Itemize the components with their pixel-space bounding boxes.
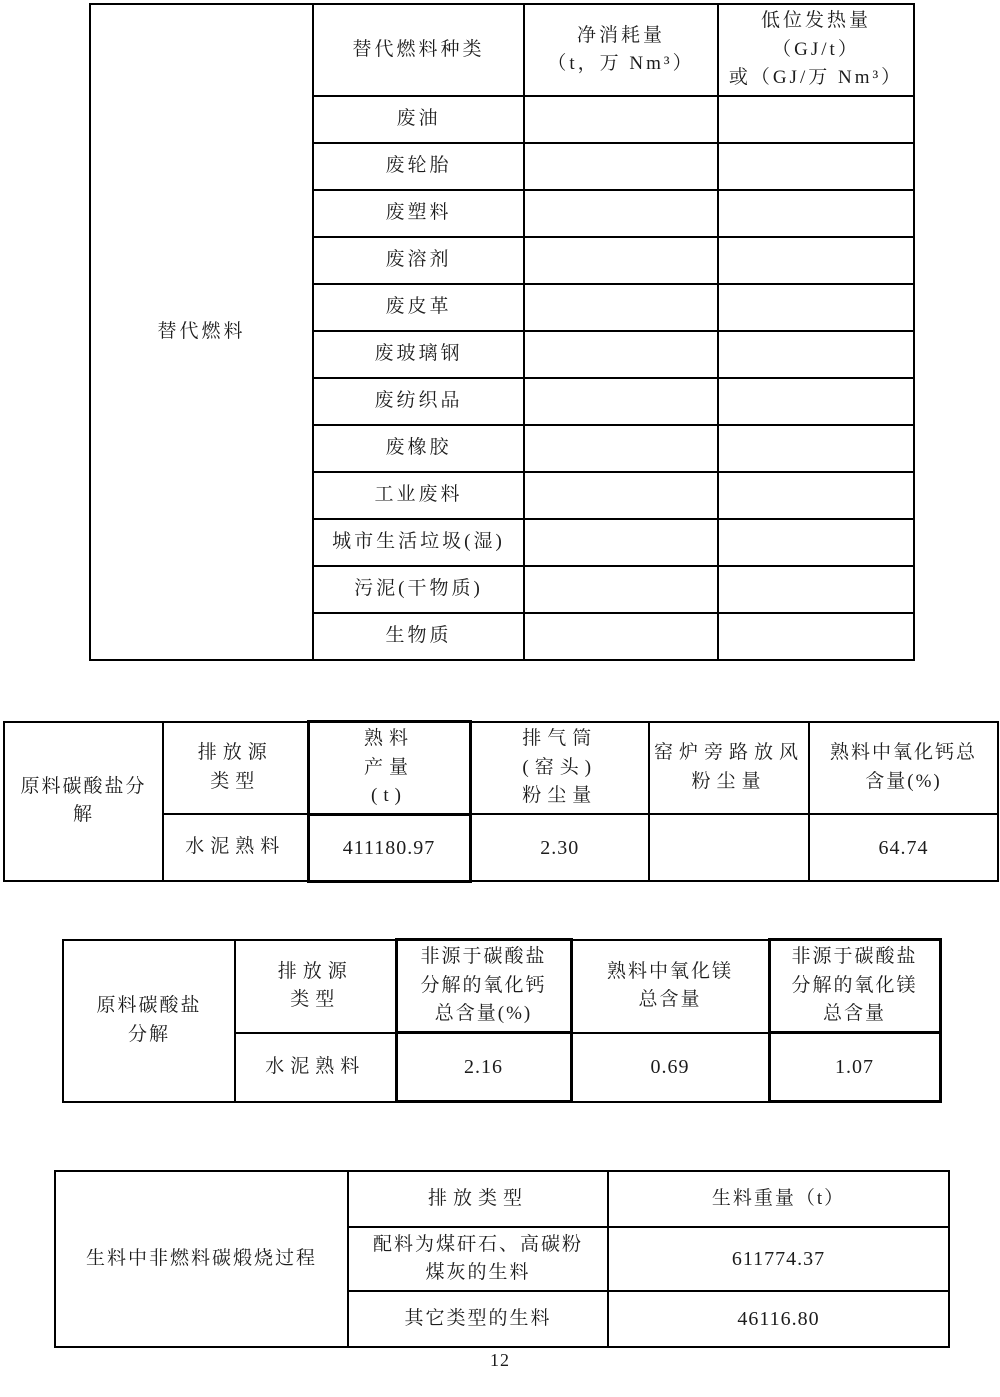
header-line: 分解的氧化镁 — [791, 974, 918, 996]
bypass-dust-value — [649, 814, 809, 881]
header-line: 低位发热量 — [760, 10, 871, 32]
header-line: 非源于碳酸盐 — [791, 946, 918, 968]
empty-heating-cell — [718, 284, 914, 331]
group-label-line: 原料碳酸盐分 — [20, 775, 147, 797]
cell-line: 配料为煤矸石、高碳粉 — [372, 1233, 583, 1255]
group-label-line: 解 — [72, 804, 94, 826]
fuel-row-label: 废轮胎 — [313, 143, 524, 190]
non-carbonate-cao-value: 2.16 — [396, 1033, 571, 1102]
fuel-row-label: 生物质 — [313, 613, 524, 660]
header-line: (窑头) — [522, 756, 598, 778]
empty-consumption-cell — [524, 331, 718, 378]
non-carbonate-mgo-value: 1.07 — [769, 1033, 940, 1102]
group-label-line: 分解 — [127, 1023, 170, 1045]
header-line: 产量 — [363, 756, 414, 778]
empty-consumption-cell — [524, 237, 718, 284]
raw-meal-weight-value: 46116.80 — [608, 1291, 949, 1347]
empty-heating-cell — [718, 566, 914, 613]
header-line: 熟料中氧化钙总 — [829, 742, 977, 764]
header-line: （GJ/t） — [772, 38, 860, 60]
cao-content-header — [809, 722, 998, 815]
carbonate-group-label — [4, 722, 163, 882]
emission-type-value — [348, 1291, 608, 1347]
mgo-content-header — [571, 940, 769, 1033]
alternative-fuel-table — [89, 3, 915, 661]
empty-heating-cell — [718, 613, 914, 660]
fuel-row-label: 废橡胶 — [313, 425, 524, 472]
carbonate-group-label — [63, 940, 235, 1102]
cell-line: 煤灰的生料 — [425, 1262, 531, 1283]
raw-meal-group-label: 生料中非燃料碳煅烧过程 — [55, 1171, 348, 1347]
empty-heating-cell — [718, 472, 914, 519]
fuel-row-label: 废皮革 — [313, 284, 524, 331]
group-label-line: 原料碳酸盐 — [96, 995, 202, 1016]
fuel-row-label: 工业废料 — [313, 472, 524, 519]
empty-consumption-cell — [524, 143, 718, 190]
empty-consumption-cell — [524, 378, 718, 425]
source-type-value: 水泥熟料 — [163, 814, 308, 881]
header-line: 排放源 — [277, 960, 353, 982]
fuel-row-label: 废油 — [313, 96, 524, 143]
non-carbonate-mgo-header — [769, 940, 940, 1033]
source-type-header — [163, 722, 308, 815]
header-line: 总含量 — [638, 989, 702, 1010]
header-line: （t，万 Nm³） — [547, 53, 695, 74]
empty-heating-cell — [718, 96, 914, 143]
header-line: 净消耗量 — [576, 24, 665, 46]
fuel-heating-value-header — [718, 4, 914, 96]
emission-type-value — [348, 1227, 608, 1291]
empty-consumption-cell — [524, 519, 718, 566]
empty-consumption-cell — [524, 190, 718, 237]
fuel-row-label: 废溶剂 — [313, 237, 524, 284]
empty-consumption-cell — [524, 425, 718, 472]
fuel-group-label: 替代燃料 — [90, 4, 313, 660]
empty-heating-cell — [718, 190, 914, 237]
header-line: 类型 — [210, 770, 261, 792]
header-line: 含量(%) — [865, 770, 942, 792]
empty-consumption-cell — [524, 96, 718, 143]
clinker-output-header — [308, 722, 470, 815]
header-line: 排放源 — [197, 742, 273, 764]
fuel-row-label: 污泥(干物质) — [313, 566, 524, 613]
raw-meal-weight-header: 生料重量（t） — [608, 1171, 949, 1227]
carbonate-decomposition-table-1 — [3, 720, 999, 883]
clinker-output-value: 411180.97 — [308, 814, 470, 881]
fuel-consumption-header — [524, 4, 718, 96]
header-line: 熟料中氧化镁 — [606, 960, 733, 982]
header-line: 粉尘量 — [691, 770, 767, 792]
cell-line: 其它类型的生料 — [404, 1307, 552, 1329]
fuel-row-label: 废玻璃钢 — [313, 331, 524, 378]
header-line: 或（GJ/万 Nm³） — [728, 67, 904, 89]
header-line: 分解的氧化钙 — [420, 974, 547, 996]
raw-meal-calcination-table — [54, 1170, 950, 1348]
source-type-header — [235, 940, 396, 1033]
fuel-row-label: 城市生活垃圾(湿) — [313, 519, 524, 566]
page-number: 12 — [490, 1350, 510, 1370]
empty-heating-cell — [718, 519, 914, 566]
header-line: 类型 — [290, 989, 341, 1010]
stack-dust-value: 2.30 — [470, 814, 649, 881]
raw-meal-weight-value: 611774.37 — [608, 1227, 949, 1291]
empty-heating-cell — [718, 237, 914, 284]
header-line: 熟料 — [363, 728, 414, 749]
emission-type-header: 排放类型 — [348, 1171, 608, 1227]
fuel-type-header: 替代燃料种类 — [313, 4, 524, 96]
fuel-row-label: 废纺织品 — [313, 378, 524, 425]
bypass-dust-header — [649, 722, 809, 815]
header-line: 排气筒 — [522, 728, 598, 749]
stack-dust-header — [470, 722, 649, 815]
header-line: (t) — [371, 785, 407, 806]
source-type-value: 水泥熟料 — [235, 1033, 396, 1102]
empty-heating-cell — [718, 378, 914, 425]
mgo-content-value: 0.69 — [571, 1033, 769, 1102]
cao-content-value: 64.74 — [809, 814, 998, 881]
empty-heating-cell — [718, 143, 914, 190]
empty-consumption-cell — [524, 613, 718, 660]
empty-consumption-cell — [524, 566, 718, 613]
header-line: 粉尘量 — [522, 785, 598, 806]
empty-consumption-cell — [524, 284, 718, 331]
non-carbonate-cao-header — [396, 940, 571, 1033]
carbonate-decomposition-table-2 — [62, 938, 942, 1103]
empty-consumption-cell — [524, 472, 718, 519]
header-line: 非源于碳酸盐 — [420, 946, 547, 968]
empty-heating-cell — [718, 331, 914, 378]
header-line: 总含量 — [822, 1003, 886, 1025]
header-line: 窑炉旁路放风 — [654, 742, 805, 764]
empty-heating-cell — [718, 425, 914, 472]
header-line: 总含量(%) — [434, 1003, 533, 1025]
fuel-row-label: 废塑料 — [313, 190, 524, 237]
